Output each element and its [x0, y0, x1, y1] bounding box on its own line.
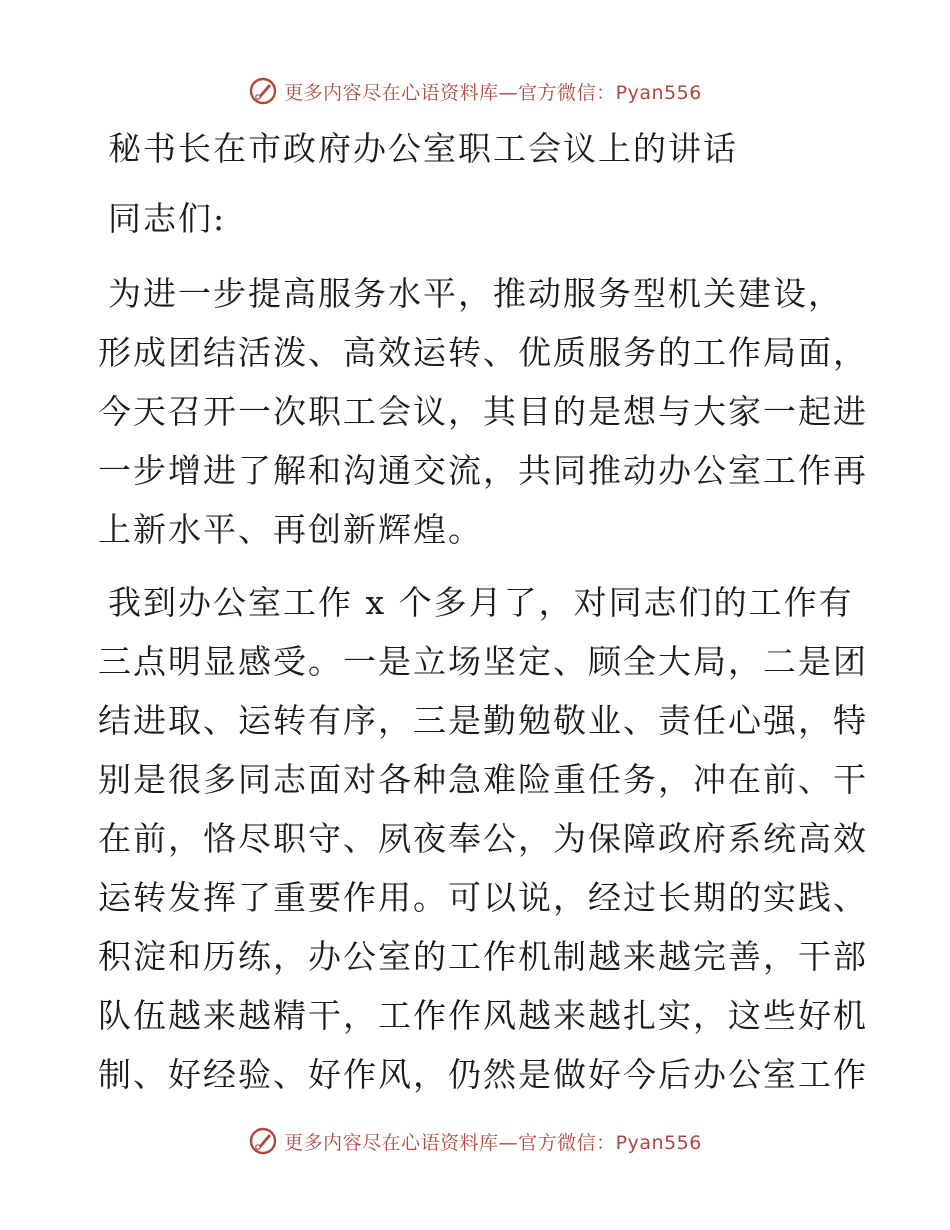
paragraph-2 — [98, 573, 868, 1104]
paragraph-line: 队伍越来越精干，工作作风越来越扎实，这些好机 — [98, 996, 868, 1035]
paragraph-line: 上新水平、再创新辉煌。 — [98, 510, 483, 549]
footer-banner — [0, 1121, 950, 1161]
paragraph-line: 制、好经验、好作风，仍然是做好今后办公室工作 — [98, 1055, 868, 1094]
paragraph-line: 别是很多同志面对各种急难险重任务，冲在前、干 — [98, 760, 868, 799]
paragraph-line: 形成团结活泼、高效运转、优质服务的工作局面， — [98, 333, 868, 372]
paragraph-line: 运转发挥了重要作用。可以说，经过长期的实践、 — [98, 878, 868, 917]
quill-logo-icon — [248, 1126, 278, 1156]
paragraph-line: 一步增进了解和沟通交流，共同推动办公室工作再 — [98, 451, 868, 490]
salutation: 同志们: — [108, 199, 227, 238]
document-title: 秘书长在市政府办公室职工会议上的讲话 — [108, 129, 738, 168]
paragraph-line: 结进取、运转有序，三是勤勉敬业、责任心强，特 — [98, 701, 868, 740]
paragraph-line: 我到办公室工作 x 个多月了，对同志们的工作有 — [108, 583, 854, 622]
paragraph-1 — [98, 264, 868, 559]
paragraph-line: 三点明显感受。一是立场坚定、顾全大局，二是团 — [98, 642, 868, 681]
paragraph-line: 积淀和历练，办公室的工作机制越来越完善，干部 — [98, 937, 868, 976]
paragraph-line: 在前，恪尽职守、夙夜奉公，为保障政府系统高效 — [98, 819, 868, 858]
document-body — [98, 122, 868, 1118]
header-banner — [0, 71, 950, 111]
paragraph-line: 为进一步提高服务水平，推动服务型机关建设， — [108, 274, 843, 313]
header-banner-text: 更多内容尽在心语资料库—官方微信：Pyan556 — [284, 81, 702, 104]
footer-banner-text: 更多内容尽在心语资料库—官方微信：Pyan556 — [284, 1131, 702, 1154]
quill-logo-icon — [248, 76, 278, 106]
paragraph-line: 今天召开一次职工会议，其目的是想与大家一起进 — [98, 392, 868, 431]
